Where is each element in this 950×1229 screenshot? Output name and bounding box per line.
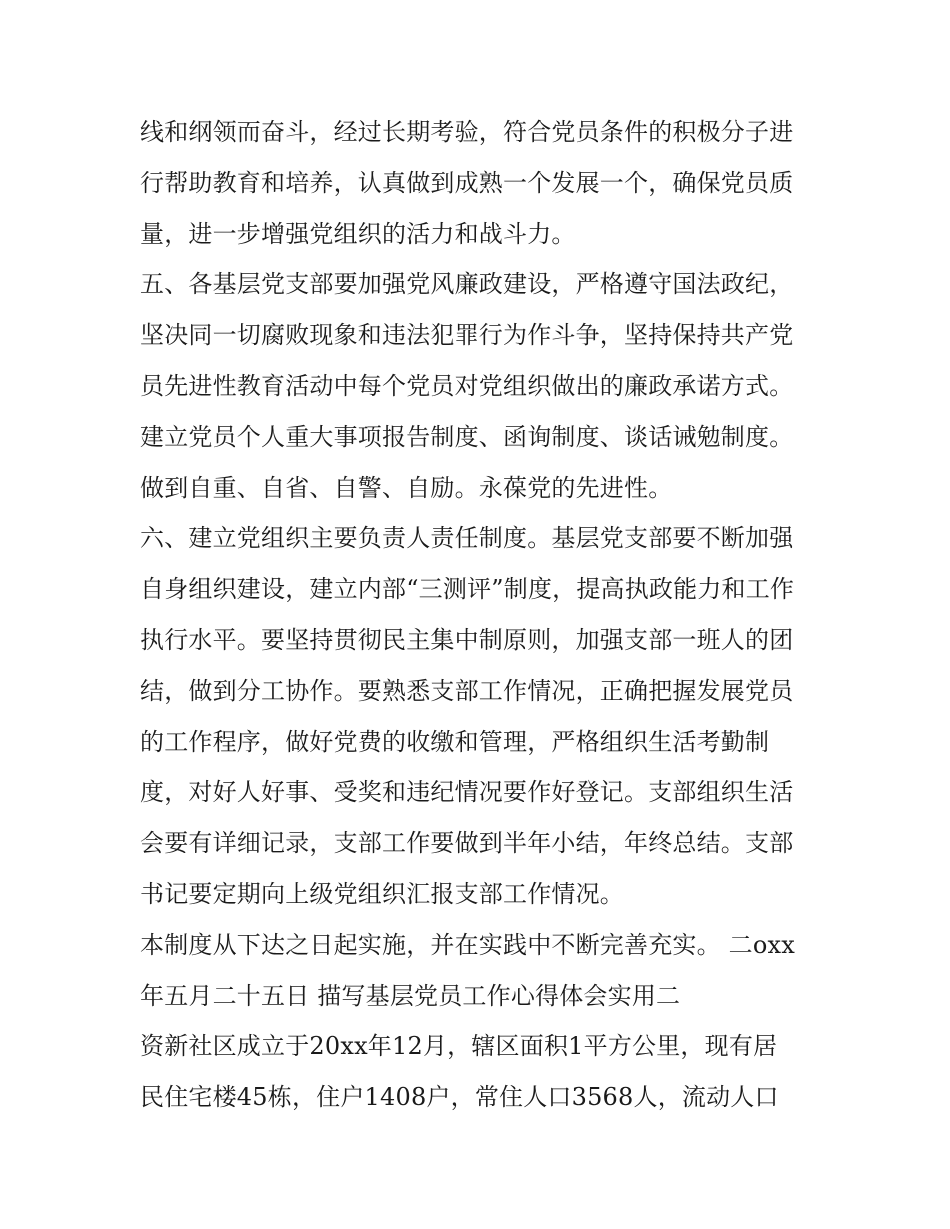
text-line: 五、各基层党支部要加强党风廉政建设，严格遵守国法政纪，	[140, 270, 794, 299]
text-line: 建立党员个人重大事项报告制度、函询制度、谈话诫勉制度。	[140, 422, 794, 451]
text-line: 会要有详细记录，支部工作要做到半年小结，年终总结。支部	[140, 829, 794, 858]
text-line: 坚决同一切腐败现象和违法犯罪行为作斗争，坚持保持共产党	[140, 321, 794, 350]
text-line: 线和纲领而奋斗，经过长期考验，符合党员条件的积极分子进	[140, 118, 794, 146]
text-line: 的工作程序，做好党费的收缴和管理，严格组织生活考勤制	[140, 727, 770, 756]
text-line: 做到自重、自省、自警、自励。永葆党的先进性。	[140, 473, 673, 502]
text-line: 结，做到分工协作。要熟悉支部工作情况，正确把握发展党员	[140, 676, 794, 705]
text-line: 资新社区成立于20xx年12月，辖区面积1平方公里，现有居	[140, 1032, 778, 1061]
text-line: 员先进性教育活动中每个党员对党组织做出的廉政承诺方式。	[140, 371, 794, 400]
text-line: 书记要定期向上级党组织汇报支部工作情况。	[140, 879, 624, 908]
body-text	[140, 107, 820, 1123]
text-line: 自身组织建设，建立内部“三测评”制度，提高执政能力和工作	[140, 575, 795, 604]
text-line: 行帮助教育和培养，认真做到成熟一个发展一个，确保党员质	[140, 168, 794, 197]
text-line: 本制度从下达之日起实施，并在实践中不断完善充实。 二oxx	[140, 930, 795, 959]
text-line: 六、建立党组织主要负责人责任制度。基层党支部要不断加强	[140, 524, 794, 553]
text-line: 度，对好人好事、受奖和违纪情况要作好登记。支部组织生活	[140, 778, 794, 807]
text-line: 民住宅楼45栋，住户1408户，常住人口3568人，流动人口	[140, 1083, 779, 1112]
text-line: 执行水平。要坚持贯彻民主集中制原则，加强支部一班人的团	[140, 625, 794, 654]
text-line: 量，进一步增强党组织的活力和战斗力。	[140, 219, 576, 248]
text-line: 年五月二十五日 描写基层党员工作心得体会实用二	[140, 981, 681, 1010]
